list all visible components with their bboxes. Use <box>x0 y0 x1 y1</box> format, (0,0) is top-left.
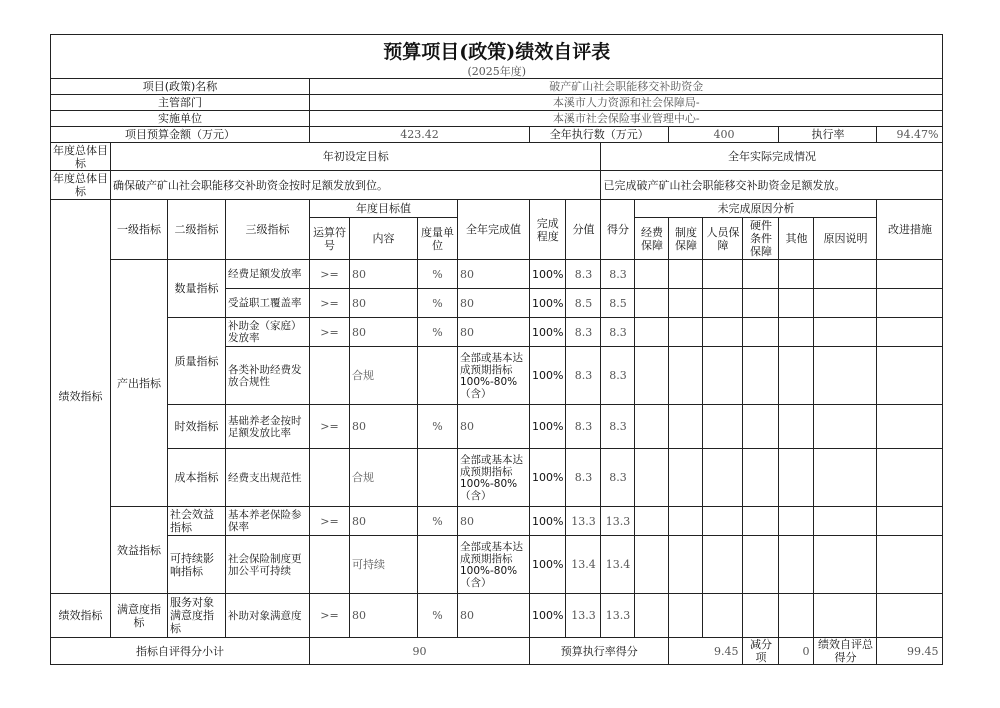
service-satisfaction-group: 服务对象满意度指标 <box>168 594 226 638</box>
cost-indicator-group: 成本指标 <box>168 449 226 507</box>
deduction-label: 减分项 <box>743 638 779 665</box>
annual-target-header: 年度目标值 <box>310 200 458 218</box>
table-cell-score: 8.5 <box>601 289 635 318</box>
actual-completion-text: 已完成破产矿山社会职能移交补助资金足额发放。 <box>601 171 943 200</box>
level1-header: 一级指标 <box>111 200 168 260</box>
completion-degree-header: 完成程度 <box>530 200 566 260</box>
table-cell-operator <box>310 347 350 405</box>
table-cell-value: 8.5 <box>566 289 601 318</box>
table-cell-value: 8.3 <box>566 449 601 507</box>
table-cell-content: 80 <box>350 318 418 347</box>
implementing-unit-value: 本溪市社会保险事业管理中心- <box>310 111 943 127</box>
execution-rate-label: 执行率 <box>779 127 877 143</box>
content-header: 内容 <box>350 218 418 260</box>
self-evaluation-sheet <box>50 34 943 665</box>
department-value: 本溪市人力资源和社会保障局- <box>310 95 943 111</box>
social-benefit-group: 社会效益指标 <box>168 507 226 536</box>
timeliness-indicator-group: 时效指标 <box>168 405 226 449</box>
table-cell-operator: >= <box>310 260 350 289</box>
table-cell-score: 13.4 <box>601 536 635 594</box>
table-cell-score: 8.3 <box>601 347 635 405</box>
reason-hardware-header: 硬件条件保障 <box>743 218 779 260</box>
table-row-l3: 各类补助经费发放合规性 <box>226 347 310 405</box>
execution-rate-value: 94.47% <box>877 127 943 143</box>
score-header: 得分 <box>601 200 635 260</box>
table-cell-score: 8.3 <box>601 318 635 347</box>
project-name-label: 项目(政策)名称 <box>51 79 310 95</box>
quantity-indicator-group: 数量指标 <box>168 260 226 318</box>
score-value-header: 分值 <box>566 200 601 260</box>
reason-system-header: 制度保障 <box>669 218 703 260</box>
full-year-value-header: 全年完成值 <box>458 200 530 260</box>
table-cell-unit: % <box>418 405 458 449</box>
table-cell-degree: 100% <box>530 449 566 507</box>
execution-score-value: 9.45 <box>669 638 743 665</box>
execution-amount-label: 全年执行数（万元） <box>530 127 669 143</box>
budget-amount-label: 项目预算金额（万元） <box>51 127 310 143</box>
table-cell-degree: 100% <box>530 289 566 318</box>
sustainability-group: 可持续影响指标 <box>168 536 226 594</box>
table-cell-value: 8.3 <box>566 260 601 289</box>
table-cell-unit: % <box>418 507 458 536</box>
annual-goal-header-label: 年度总体目标 <box>51 143 111 171</box>
table-cell-operator: >= <box>310 318 350 347</box>
subtotal-label: 指标自评得分小计 <box>51 638 310 665</box>
total-score-value: 99.45 <box>877 638 943 665</box>
quality-indicator-group: 质量指标 <box>168 318 226 405</box>
table-cell-unit: % <box>418 260 458 289</box>
table-cell-actual: 全部或基本达成预期指标100%-80%（含） <box>458 536 530 594</box>
table-cell-operator: >= <box>310 289 350 318</box>
table-cell-degree: 100% <box>530 536 566 594</box>
table-cell-unit: % <box>418 318 458 347</box>
table-cell-actual: 全部或基本达成预期指标100%-80%（含） <box>458 347 530 405</box>
table-cell-score: 13.3 <box>601 594 635 638</box>
table-cell-content: 80 <box>350 507 418 536</box>
table-cell-operator: >= <box>310 594 350 638</box>
department-label: 主管部门 <box>51 95 310 111</box>
performance-indicator-group: 绩效指标 <box>51 594 111 638</box>
subtotal-value: 90 <box>310 638 530 665</box>
table-cell-degree: 100% <box>530 594 566 638</box>
table-row-l3: 基础养老金按时足额发放比率 <box>226 405 310 449</box>
execution-score-label: 预算执行率得分 <box>530 638 669 665</box>
table-cell-content: 合规 <box>350 449 418 507</box>
table-cell-operator <box>310 449 350 507</box>
table-row-l3: 经费支出规范性 <box>226 449 310 507</box>
reason-description-header: 原因说明 <box>814 218 877 260</box>
budget-amount-value: 423.42 <box>310 127 530 143</box>
level2-header: 二级指标 <box>168 200 226 260</box>
table-row-l3: 社会保险制度更加公平可持续 <box>226 536 310 594</box>
table-row-l3: 基本养老保险参保率 <box>226 507 310 536</box>
table-cell-unit: % <box>418 289 458 318</box>
table-row-l3: 经费足额发放率 <box>226 260 310 289</box>
table-cell-operator: >= <box>310 405 350 449</box>
table-cell-score: 13.3 <box>601 507 635 536</box>
table-cell-degree: 100% <box>530 405 566 449</box>
table-cell-value: 8.3 <box>566 318 601 347</box>
table-cell-operator <box>310 536 350 594</box>
project-name-value: 破产矿山社会职能移交补助资金 <box>310 79 943 95</box>
table-cell-unit <box>418 449 458 507</box>
table-cell-degree: 100% <box>530 318 566 347</box>
table-cell-degree: 100% <box>530 347 566 405</box>
table-cell-actual: 80 <box>458 594 530 638</box>
annual-goal-row-label: 年度总体目标 <box>51 171 111 200</box>
table-cell-actual: 80 <box>458 260 530 289</box>
table-cell-score: 8.3 <box>601 260 635 289</box>
reason-other-header: 其他 <box>779 218 814 260</box>
table-cell-value: 13.3 <box>566 507 601 536</box>
execution-amount-value: 400 <box>669 127 779 143</box>
initial-goal-label: 年初设定目标 <box>111 143 601 171</box>
table-row-l3: 受益职工覆盖率 <box>226 289 310 318</box>
table-cell-content: 80 <box>350 260 418 289</box>
table-cell-value: 13.3 <box>566 594 601 638</box>
table-cell-unit <box>418 536 458 594</box>
improvement-header: 改进措施 <box>877 200 943 260</box>
evaluation-table <box>50 34 943 665</box>
reason-staff-header: 人员保障 <box>703 218 743 260</box>
table-cell-actual: 80 <box>458 289 530 318</box>
table-cell-actual: 80 <box>458 318 530 347</box>
table-cell-content: 80 <box>350 405 418 449</box>
table-cell-score: 8.3 <box>601 449 635 507</box>
actual-completion-label: 全年实际完成情况 <box>601 143 943 171</box>
table-cell-actual: 80 <box>458 405 530 449</box>
table-cell-actual: 80 <box>458 507 530 536</box>
unit-header: 度量单位 <box>418 218 458 260</box>
reason-analysis-header: 未完成原因分析 <box>635 200 877 218</box>
table-cell-actual: 全部或基本达成预期指标100%-80%（含） <box>458 449 530 507</box>
table-cell-value: 8.3 <box>566 405 601 449</box>
table-cell-degree: 100% <box>530 507 566 536</box>
deduction-value: 0 <box>779 638 814 665</box>
table-cell-unit: % <box>418 594 458 638</box>
table-cell-degree: 100% <box>530 260 566 289</box>
table-cell-score: 8.3 <box>601 405 635 449</box>
table-cell-value: 8.3 <box>566 347 601 405</box>
operator-header: 运算符号 <box>310 218 350 260</box>
table-cell-content: 合规 <box>350 347 418 405</box>
table-row-l3: 补助金（家庭）发放率 <box>226 318 310 347</box>
total-score-label: 绩效自评总得分 <box>814 638 877 665</box>
level3-header: 三级指标 <box>226 200 310 260</box>
initial-goal-text: 确保破产矿山社会职能移交补助资金按时足额发放到位。 <box>111 171 601 200</box>
performance-indicator-label: 绩效指标 <box>51 200 111 594</box>
output-indicator-group: 产出指标 <box>111 260 168 507</box>
table-cell-content: 可持续 <box>350 536 418 594</box>
table-cell-unit <box>418 347 458 405</box>
table-cell-operator: >= <box>310 507 350 536</box>
table-cell-content: 80 <box>350 289 418 318</box>
benefit-indicator-group: 效益指标 <box>111 507 168 594</box>
report-year: (2025年度) <box>51 65 943 79</box>
table-cell-value: 13.4 <box>566 536 601 594</box>
page-title: 预算项目(政策)绩效自评表 <box>51 35 943 65</box>
implementing-unit-label: 实施单位 <box>51 111 310 127</box>
table-row-l3: 补助对象满意度 <box>226 594 310 638</box>
table-cell-content: 80 <box>350 594 418 638</box>
satisfaction-indicator-group: 满意度指标 <box>111 594 168 638</box>
reason-funding-header: 经费保障 <box>635 218 669 260</box>
